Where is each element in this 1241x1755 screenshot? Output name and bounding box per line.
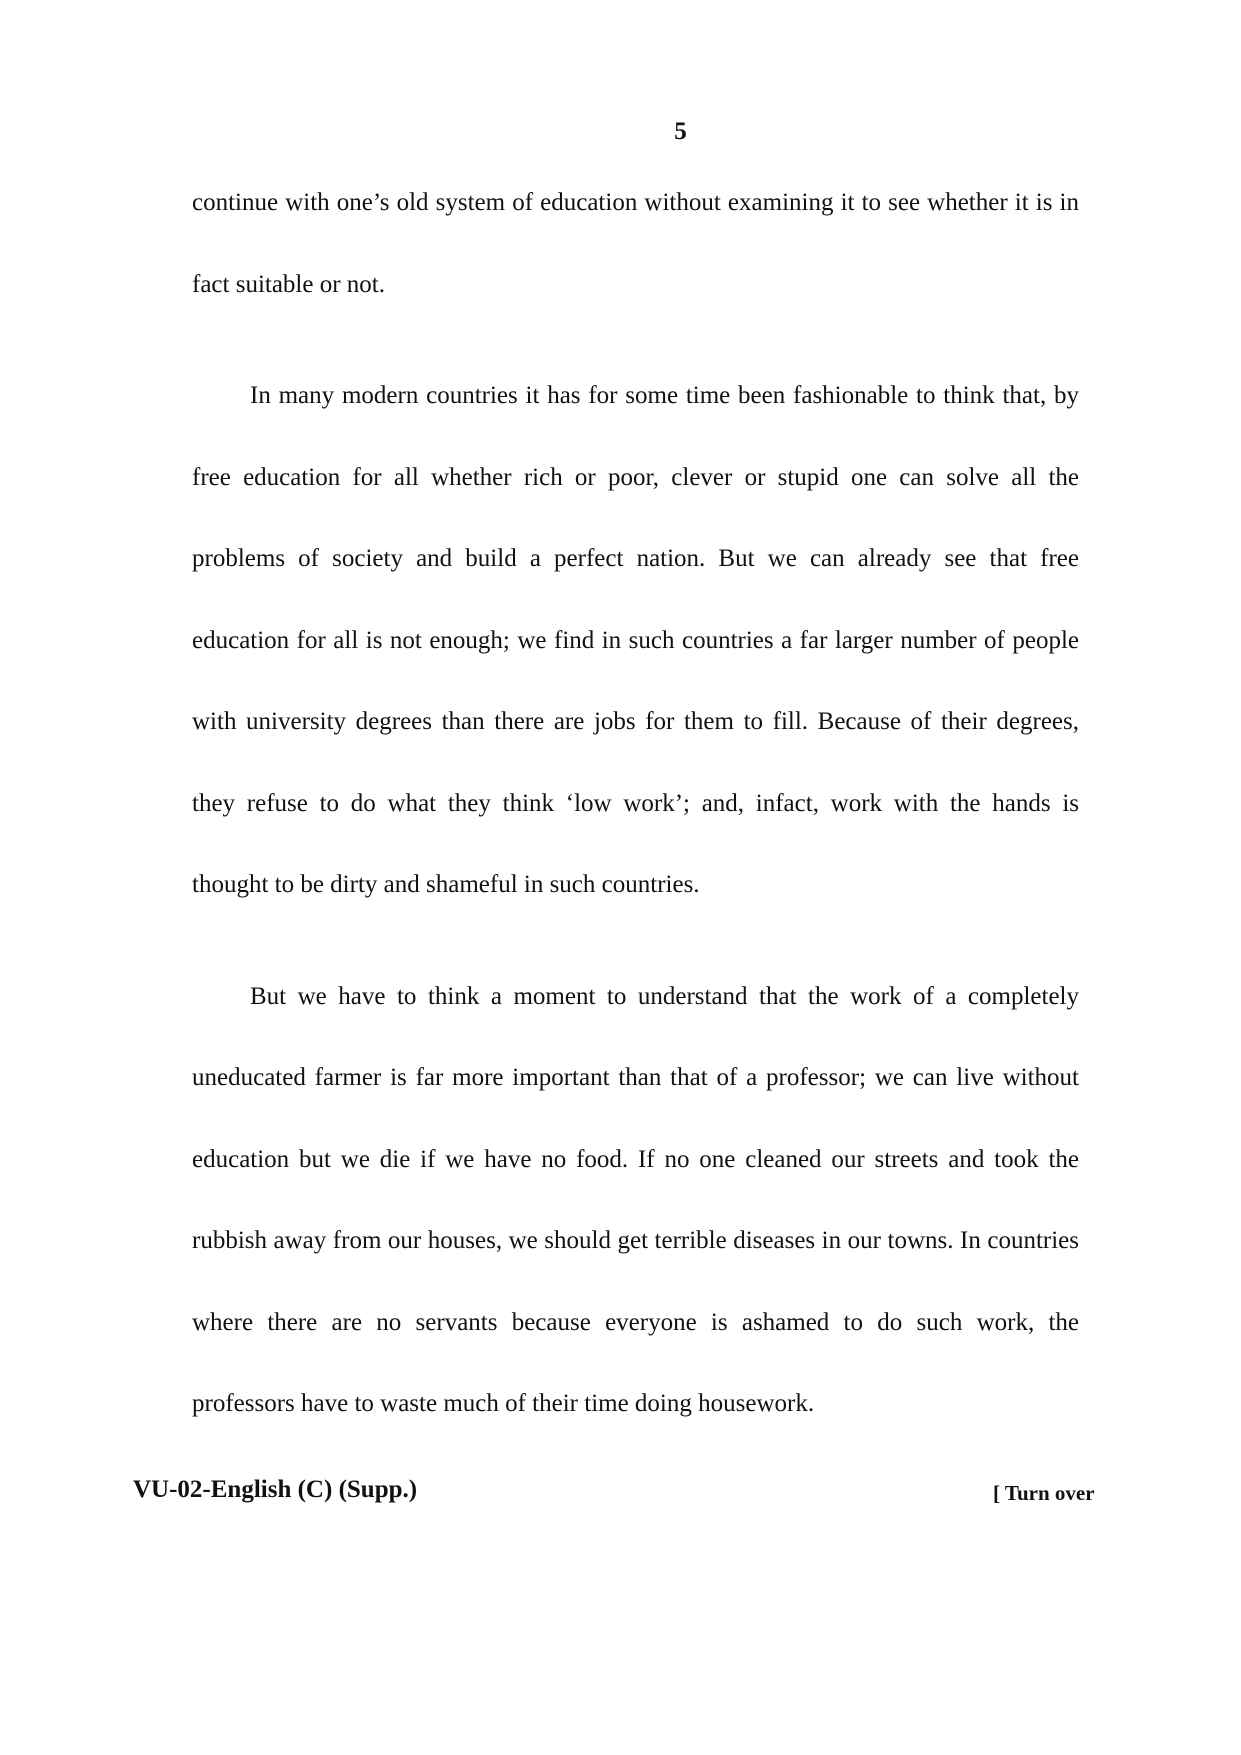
turn-over-note: [ Turn over (993, 1481, 1095, 1505)
paragraph-free-education: In many modern countries it has for some time been fashionable to think that, by free education for all whether rich or poor, clever or stupid one can solve all the problems of society and build a perfect nation. But we can already see that free education for all is not enough; we find in such countries a far larger number of people with university degrees than there are jobs for them to fill. Because of their degrees, they refuse to do what they think ‘low work’; and, infact, work with the hands is thought to be dirty and shameful in such countries. (192, 382, 1079, 898)
paragraph-manual-work: But we have to think a moment to understand that the work of a completely uneducated farmer is far more important than that of a professor; we can live without education but we die if we have no food. If no one cleaned our streets and took the rubbish away from our houses, we should get terrible diseases in our towns. In countries where there are no servants because everyone is ashamed to do such work, the professors have to waste much of their time doing housework. (192, 982, 1079, 1417)
passage-body (192, 162, 1079, 1445)
page-number: 5 (674, 118, 687, 145)
paragraph-continuation: continue with one’s old system of education without examining it to see whether it is in fact suitable or not. (192, 189, 1079, 298)
paper-code: VU-02-English (C) (Supp.) (133, 1476, 418, 1503)
